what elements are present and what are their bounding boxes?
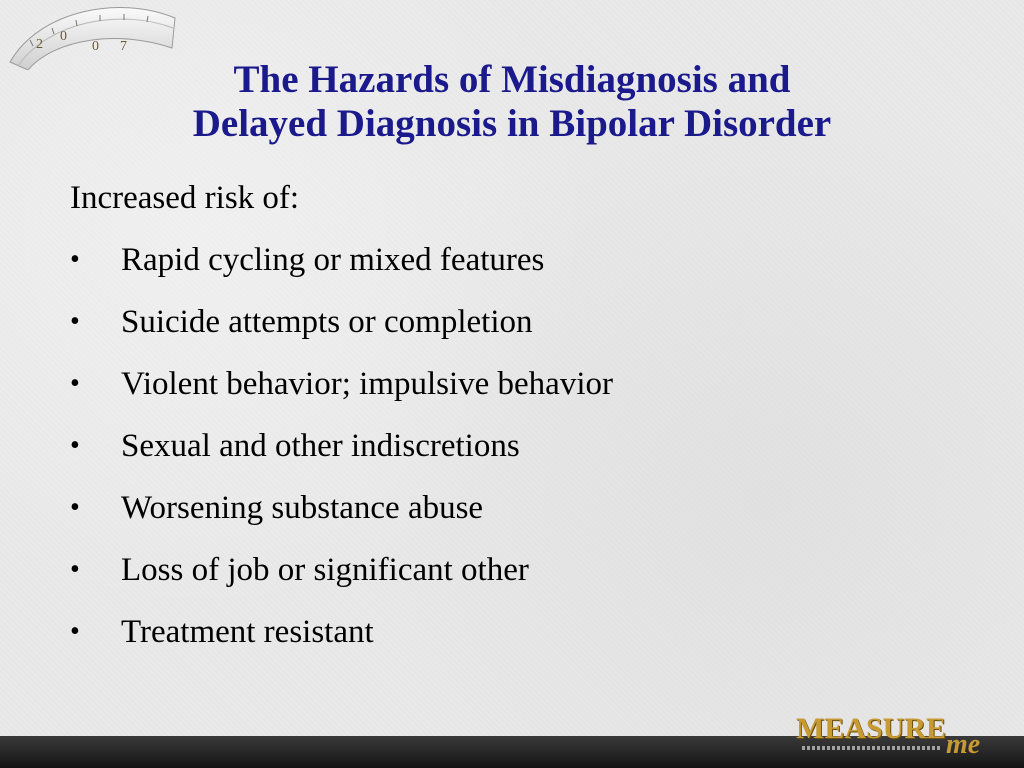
bullet-icon: • [70,554,80,585]
bullet-text: Rapid cycling or mixed features [121,242,545,278]
slide-title-line-1: The Hazards of Misdiagnosis and [233,58,791,101]
bullet-text: Suicide attempts or completion [121,304,533,340]
tape-digit: 7 [120,39,127,54]
bullet-text: Loss of job or significant other [121,552,529,588]
measure-me-logo [796,712,1006,768]
bullet-icon: • [70,306,80,337]
logo-main-text: MEASURE [796,712,947,745]
bullet-icon: • [70,368,80,399]
bullet-text: Sexual and other indiscretions [121,428,520,464]
bullet-icon: • [70,430,80,461]
slide-title-line-2: Delayed Diagnosis in Bipolar Disorder [192,102,832,145]
tape-digit: 0 [60,29,67,44]
intro-text: Increased risk of: [70,180,300,216]
tape-digit: 0 [92,39,99,54]
bullet-icon: • [70,244,80,275]
bullet-icon: • [70,492,80,523]
logo-tagline-graphic [802,746,942,750]
tape-digit: 2 [36,37,43,52]
logo-suffix-text: me [946,729,981,760]
bullet-text: Treatment resistant [121,614,374,650]
bullet-text: Violent behavior; impulsive behavior [121,366,613,402]
bullet-text: Worsening substance abuse [121,490,484,526]
slide-title [0,58,1024,146]
bullet-icon: • [70,616,80,647]
